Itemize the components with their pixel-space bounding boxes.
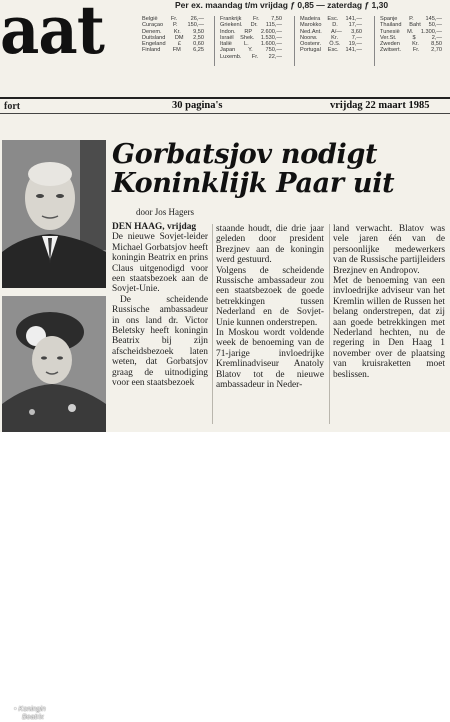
article-paragraph: Met de benoeming van een invloedrijke adviseur van het Kremlin willen de Russen het belang onderstrepen, dat zij aan goede betrekkingen met Nederland hechten, nu de regering in Den Haag 1 november over de plaatsing van kruisraketten moet beslissen. <box>333 276 445 380</box>
price-country: België <box>142 16 158 22</box>
price-country: Israël <box>220 34 234 41</box>
price-unit: $ <box>412 34 416 41</box>
price-country: Zweden <box>380 41 400 48</box>
article-paragraph: De scheidende Russische ambassadeur in ons land dr. Victor Beletsky heeft koningin Beatrix bij zijn afscheidsbezoek laten weten, dat Gorbatsjov graag de uitnodiging voor een staatsbezoek <box>112 294 208 389</box>
price-value: 19,— <box>348 41 362 48</box>
article-column-2 <box>216 224 324 428</box>
price-unit: Shek. <box>240 34 255 41</box>
price-country: Denem. <box>142 28 162 35</box>
strip-left-text: fort <box>4 101 21 112</box>
price-country: Marokko <box>300 22 322 29</box>
price-country: Indon. <box>220 28 236 35</box>
price-country: Japan <box>220 47 236 54</box>
price-column-divider <box>214 16 215 66</box>
price-unit: £ <box>177 41 181 48</box>
article-column-3 <box>333 224 445 428</box>
article-headline: Gorbatsjov nodigt Koninklijk Paar uit <box>112 139 395 199</box>
price-country: Italië <box>220 41 232 48</box>
price-unit: M. <box>407 28 414 35</box>
price-unit: Fr. <box>251 53 259 60</box>
price-value: 2.600,— <box>260 28 282 35</box>
price-value: 150,— <box>187 22 204 29</box>
price-country: Zwitsert. <box>380 47 402 54</box>
price-value: 7,— <box>351 34 362 41</box>
price-unit: Fr. <box>170 16 178 22</box>
price-country: Finland <box>142 47 161 54</box>
article-paragraph: staande houdt, die drie jaar geleden door president Brezjnev aan de koningin werd gestuurd. <box>216 224 324 266</box>
article-paragraph: In Moskou wordt voldende week de benoeming van de 71-jarige invloedrijke Kremlinadviseur Anatoly Blatov tot de nieuwe ambassadeur in Neder- <box>216 328 324 391</box>
price-value: 145,— <box>425 16 442 22</box>
price-value: 50,— <box>428 22 442 29</box>
price-unit: P. <box>409 16 414 22</box>
price-column <box>220 16 282 60</box>
article-paragraph: land verwacht. Blatov was vele jaren één van de persoonlijke medewerkers van de Russische partijleiders Brezjnev en Andropov. <box>333 224 445 276</box>
price-row <box>142 47 204 53</box>
price-country: Noorw. <box>300 34 318 41</box>
price-unit: Esc. <box>327 16 339 22</box>
price-unit: L. <box>244 41 249 48</box>
price-value: 2,50 <box>193 34 204 41</box>
price-row <box>300 47 362 53</box>
price-line: Per ex. maandag t/m vrijdag ƒ 0,85 — zaterdag ƒ 1,30 <box>175 0 389 10</box>
issue-date: vrijdag 22 maart 1985 <box>330 100 430 111</box>
date-rule <box>0 113 450 114</box>
price-country: Engeland <box>142 41 166 48</box>
price-unit: Kr. <box>173 28 181 35</box>
gorbatsjov-portrait-icon <box>2 140 106 288</box>
price-country: Madeira <box>300 16 321 22</box>
price-value: 3,60 <box>351 28 362 35</box>
price-column <box>142 16 204 54</box>
price-unit: RP <box>244 28 253 35</box>
foreign-prices-table <box>142 16 450 68</box>
masthead-rule <box>0 97 450 99</box>
gorbatsjov-photo <box>2 140 106 288</box>
beatrix-photo <box>2 296 106 721</box>
price-value: 141,— <box>345 16 362 22</box>
price-country: Frankrijk <box>220 16 242 22</box>
price-value: 8,50 <box>431 41 442 48</box>
price-row <box>380 47 442 53</box>
price-unit: Esc. <box>327 47 339 54</box>
price-unit: Y. <box>248 47 253 54</box>
price-country: Portugal <box>300 47 321 54</box>
price-row <box>220 54 282 60</box>
price-value: 6,25 <box>193 47 204 54</box>
price-country: Duitsland <box>142 34 166 41</box>
price-value: 115,— <box>265 22 282 29</box>
price-value: 26,— <box>190 16 204 22</box>
column-divider <box>212 224 213 424</box>
price-unit: Kr. <box>331 34 338 41</box>
price-country: Curaçao <box>142 22 164 29</box>
price-value: 17,— <box>348 22 362 29</box>
price-value: 9,50 <box>193 28 204 35</box>
price-value: 750,— <box>265 47 282 54</box>
price-country: Ver.St. <box>380 34 397 41</box>
beatrix-portrait-icon <box>2 296 106 432</box>
price-country: Oostenr. <box>300 41 322 48</box>
price-unit: DM <box>174 34 184 41</box>
price-unit: Ö.S. <box>329 41 341 48</box>
price-country: Luxemb. <box>220 53 242 60</box>
price-unit: A/— <box>331 28 342 35</box>
beatrix-caption: • Koningin Beatrix <box>14 706 46 721</box>
price-unit: Baht <box>409 22 421 29</box>
price-value: 7,50 <box>271 16 282 22</box>
price-unit: Fr. <box>412 47 420 54</box>
price-value: 2,— <box>431 34 442 41</box>
price-value: 2,70 <box>431 47 442 54</box>
price-country: Thailand <box>380 22 402 29</box>
column-divider <box>329 224 330 424</box>
masthead-title: aat <box>0 0 104 69</box>
price-unit: D. <box>332 22 338 29</box>
article-paragraph: De nieuwe Sovjet-leider Michael Gorbatsjov heeft koningin Beatrix en prins Claus uitgenodigd voor een staatsbezoek aan de Sovjet-Unie. <box>112 232 208 295</box>
price-country: Tunesië <box>380 28 400 35</box>
price-unit: Dr. <box>250 22 258 29</box>
price-column-divider <box>294 16 295 66</box>
price-country: Ned.Ant. <box>300 28 322 35</box>
price-value: 1.600,— <box>260 41 282 48</box>
price-unit: Kr. <box>412 41 419 48</box>
article-column-1 <box>112 222 208 428</box>
price-country: Spanje <box>380 16 398 22</box>
article-byline: door Jos Hagers <box>136 207 194 217</box>
article-paragraph: Volgens de scheidende Russische ambassadeur zou een staatsbezoek de goede betrekkingen tussen Nederland en de Sovjet-Unie kunnen onderstrepen. <box>216 265 324 328</box>
price-column <box>300 16 362 54</box>
price-column <box>380 16 442 54</box>
price-country: Griekenl. <box>220 22 243 29</box>
price-value: 0,60 <box>193 41 204 48</box>
price-unit: FM <box>172 47 181 54</box>
price-unit: P. <box>173 22 178 29</box>
price-value: 22,— <box>268 53 282 60</box>
page-count: 30 pagina's <box>172 100 223 111</box>
article-dateline: DEN HAAG, vrijdag <box>112 222 197 232</box>
price-value: 1.300,— <box>420 28 442 35</box>
price-column-divider <box>374 16 375 66</box>
price-value: 1.530,— <box>260 34 282 41</box>
price-value: 141,— <box>345 47 362 54</box>
price-unit: Fr. <box>253 16 260 22</box>
